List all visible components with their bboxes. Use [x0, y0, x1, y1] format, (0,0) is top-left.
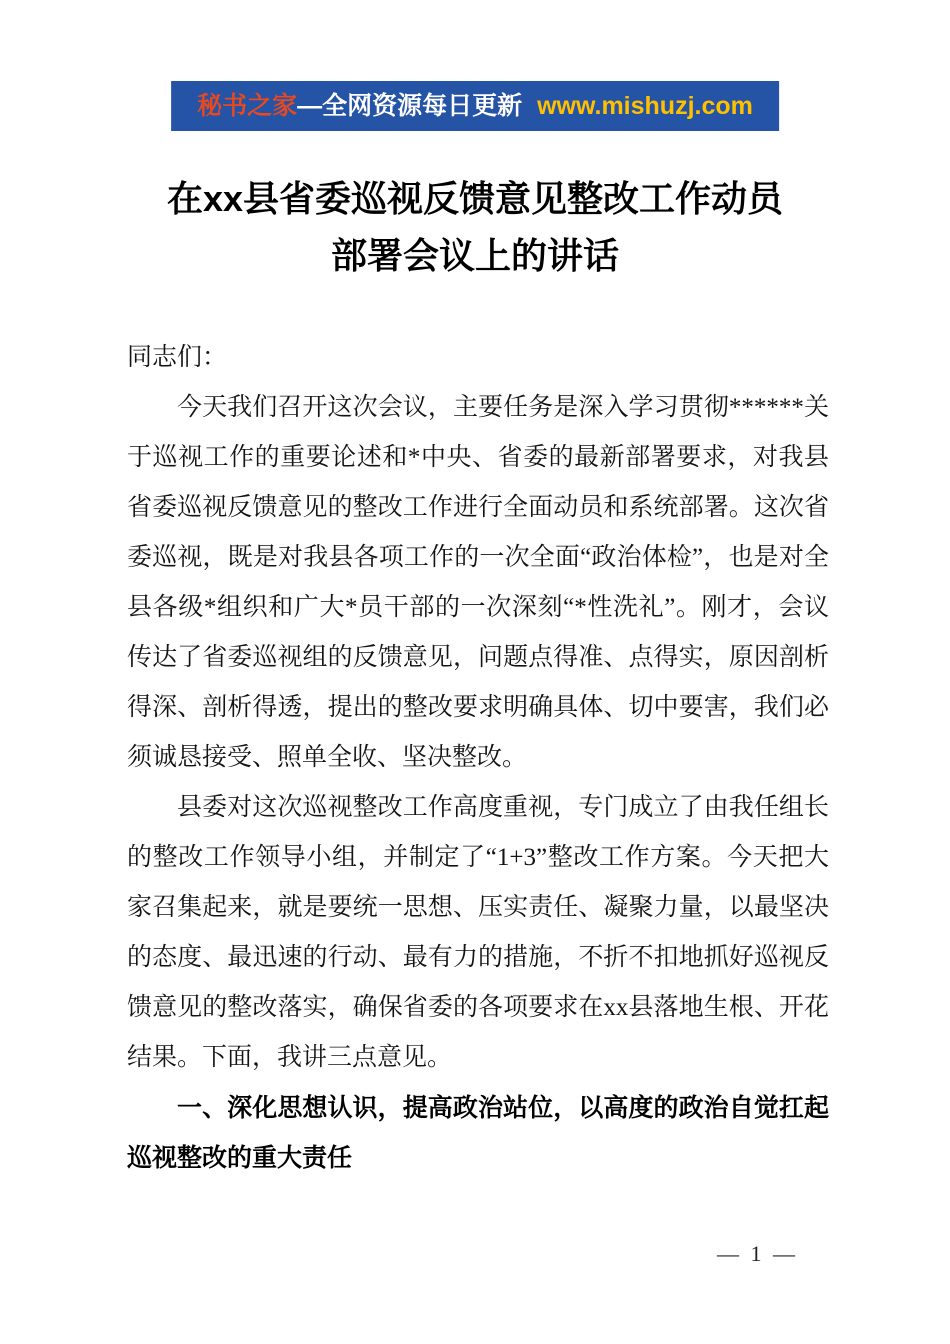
- page-number: — 1 —: [717, 1241, 798, 1266]
- banner-brand-text: 秘书之家: [197, 92, 298, 120]
- section-heading-1: 一、深化思想认识，提高政治站位，以高度的政治自觉扛起巡视整改的重大责任: [127, 1094, 829, 1172]
- banner-url-link[interactable]: www.mishuzj.com: [537, 92, 753, 120]
- body-paragraph-2: 县委对这次巡视整改工作高度重视，专门成立了由我任组长的整改工作领导小组，并制定了“1+3”整改工作方案。今天把大家召集起来，就是要统一思想、压实责任、凝聚力量，以最坚决的态度、最迅速的行动、最有力的措施，不折不扣地抓好巡视反馈意见的整改落实，确保省委的各项要求在xx县落地生根、开花结果。下面，我讲三点意见。: [127, 794, 829, 1071]
- document-title-line-1: 在xx县省委巡视反馈意见整改工作动员: [166, 178, 784, 219]
- document-body: [127, 333, 829, 1183]
- document-title: [0, 170, 950, 284]
- salutation-text: 同志们：: [127, 344, 228, 371]
- document-title-line-2: 部署会议上的讲话: [330, 235, 619, 276]
- body-paragraph-1: 今天我们召开这次会议，主要任务是深入学习贯彻******关于巡视工作的重要论述和*中央、省委的最新部署要求，对我县省委巡视反馈意见的整改工作进行全面动员和系统部署。这次省委巡视，既是对我县各项工作的一次全面“政治体检”，也是对全县各级*组织和广大*员干部的一次深刻“*性洗礼”。刚才，会议传达了省委巡视组的反馈意见，问题点得准、点得实，原因剖析得深、剖析得透，提出的整改要求明确具体、切中要害，我们必须诚恳接受、照单全收、坚决整改。: [127, 394, 829, 771]
- site-banner: [171, 81, 779, 131]
- banner-tagline-text: —全网资源每日更新: [297, 92, 523, 120]
